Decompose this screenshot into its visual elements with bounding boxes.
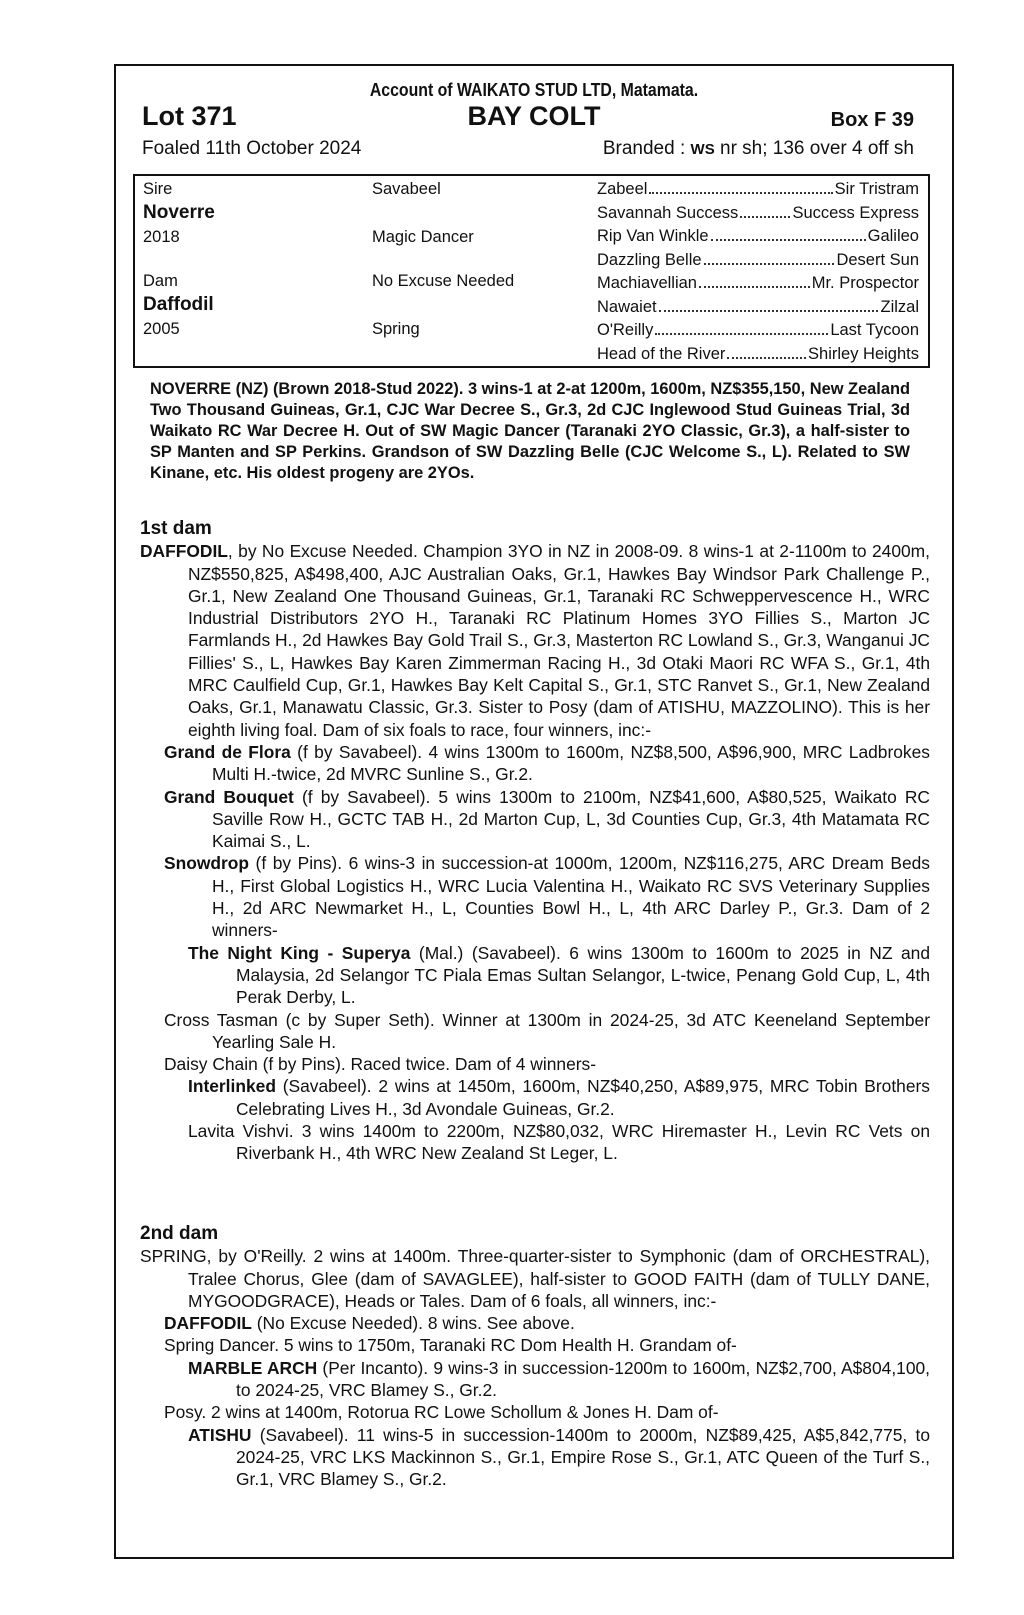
- second-dam-progeny: [140, 1312, 930, 1490]
- ancestor-sire: Shirley Heights: [808, 344, 919, 363]
- progeny-entry: [164, 786, 930, 853]
- progeny-entry: [164, 1401, 930, 1423]
- brand-info: [603, 138, 914, 160]
- ancestor-sire: Last Tycoon: [830, 321, 919, 339]
- progeny-entry: [164, 852, 930, 941]
- progeny-record: (No Excuse Needed). 8 wins. See above.: [251, 1313, 575, 1334]
- dam-sire: No Excuse Needed: [372, 272, 515, 290]
- first-dam-entry: [140, 540, 930, 741]
- progeny-entry: [188, 1357, 930, 1402]
- catalogue-page: [114, 64, 954, 1559]
- leader-dots: [659, 297, 879, 312]
- ancestor-row: [597, 297, 919, 317]
- first-dam-name: DAFFODIL: [140, 541, 228, 562]
- dam-year: 2005: [143, 320, 180, 338]
- pedigree-table: [133, 174, 930, 368]
- brand-description: nr sh; 136 over 4 off sh: [720, 138, 914, 159]
- ancestor-row: [597, 250, 919, 270]
- progeny-entry: [164, 741, 930, 786]
- progeny-name: DAFFODIL: [164, 1313, 252, 1334]
- progeny-entry: [164, 1312, 930, 1334]
- ancestor-row: [597, 179, 919, 199]
- ancestor-sire: Desert Sun: [836, 250, 919, 269]
- ancestor-row: [597, 320, 919, 340]
- leader-dots: [649, 179, 832, 194]
- sire-year: 2018: [143, 228, 180, 246]
- dam-name: Daffodil: [143, 294, 214, 315]
- progeny-record: Daisy Chain (f by Pins). Raced twice. Dam of 4 winners-: [164, 1054, 597, 1075]
- progeny-name: ATISHU: [188, 1424, 252, 1445]
- colour-sex: BAY COLT: [467, 101, 601, 131]
- sire-description: NOVERRE (NZ) (Brown 2018-Stud 2022). 3 wins-1 at 2-at 1200m, 1600m, NZ$355,150, New Zealand Two Thousand Guineas, Gr.1, CJC War Decree S., Gr.3, 2d CJC Inglewood Stud Guineas Trial, 3d Waikato RC War Decree H. Out of SW Magic Dancer (Taranaki 2YO Classic, Gr.3), a half-sister to SP Manten and SP Perkins. Grandson of SW Dazzling Belle (CJC Welcome S., L). Related to SW Kinane, etc. His oldest progeny are 2YOs.: [150, 380, 910, 482]
- dam-label: Dam: [143, 272, 178, 290]
- second-dam-heading: 2nd dam: [140, 1223, 219, 1244]
- progeny-record: (f by Savabeel). 4 wins 1300m to 1600m, NZ$8,500, A$96,900, MRC Ladbrokes Multi H.-twice, 2d MVRC Sunline S., Gr.2.: [212, 741, 930, 785]
- leader-dots: [727, 344, 806, 359]
- ancestor-sire: Mr. Prospector: [811, 274, 919, 292]
- ancestor-name: Nawaiet: [597, 297, 657, 316]
- progeny-entry: [188, 1424, 930, 1491]
- foaling-date: Foaled 11th October 2024: [142, 138, 362, 159]
- progeny-record: (Mal.) (Savabeel). 6 wins 1300m to 1600m to 2025 in NZ and Malaysia, 2d Selangor TC Piala Emas Sultan Selangor, L-twice, Penang Gold Cup, L, 4th Perak Derby, L.: [236, 942, 930, 1008]
- ancestor-name: Zabeel: [597, 180, 648, 198]
- progeny-record: (Per Incanto). 9 wins-3 in succession-1200m to 1600m, NZ$2,700, A$804,100, to 2024-25, VRC Blamey S., Gr.2.: [236, 1357, 930, 1401]
- progeny-entry: [188, 1120, 930, 1165]
- sire-name: Noverre: [143, 202, 215, 223]
- progeny-record: Lavita Vishvi. 3 wins 1400m to 2200m, NZ$80,032, WRC Hiremaster H., Levin RC Vets on Riverbank H., 4th WRC New Zealand St Leger, L.: [188, 1121, 930, 1164]
- progeny-entry: [188, 942, 930, 1009]
- ancestor-name: Machiavellian: [597, 274, 697, 292]
- sire-label: Sire: [143, 180, 173, 198]
- progeny-entry: [164, 1334, 930, 1356]
- vendor-account: Account of WAIKATO STUD LTD, Matamata.: [369, 80, 699, 100]
- ancestor-name: Dazzling Belle: [597, 250, 702, 269]
- ancestor-sire: Success Express: [792, 203, 919, 222]
- sire-sire: Savabeel: [372, 180, 441, 198]
- progeny-record: Posy. 2 wins at 1400m, Rotorua RC Lowe Schollum & Jones H. Dam of-: [164, 1402, 719, 1423]
- first-dam-progeny: [140, 741, 930, 1165]
- ancestor-name: Head of the River: [597, 344, 726, 363]
- progeny-name: Grand de Flora: [164, 741, 291, 762]
- progeny-name: The Night King - Superya: [188, 942, 411, 963]
- box-number: Box F 39: [830, 109, 914, 131]
- progeny-name: Interlinked: [188, 1076, 276, 1097]
- ancestor-row: [597, 203, 919, 223]
- leader-dots: [655, 320, 828, 335]
- progeny-name: Grand Bouquet: [164, 786, 294, 807]
- sire-dam: Magic Dancer: [372, 228, 474, 246]
- ancestor-sire: Galileo: [867, 227, 919, 245]
- ancestor-row: [597, 226, 919, 246]
- progeny-record: (Savabeel). 11 wins-5 in succession-1400m to 2000m, NZ$89,425, A$5,842,775, to 2024-25, VRC LKS Mackinnon S., Gr.1, Empire Rose S., Gr.1, ATC Queen of the Turf S., Gr.1, VRC Blamey S., Gr.2.: [236, 1424, 930, 1490]
- branded-label: Branded :: [602, 138, 686, 159]
- ancestor-name: Rip Van Winkle: [597, 227, 709, 245]
- ancestor-row: [597, 344, 919, 364]
- progeny-record: (Savabeel). 2 wins at 1450m, 1600m, NZ$40,250, A$89,975, MRC Tobin Brothers Celebrating Lives H., 3d Avondale Guineas, Gr.2.: [236, 1076, 930, 1119]
- progeny-record: (f by Savabeel). 5 wins 1300m to 2100m, NZ$41,600, A$80,525, Waikato RC Saville Row H., GCTC TAB H., 2d Marton Cup, L, 3d Counties Cup, Gr.3, 4th Matamata RC Kaimai S., L.: [212, 786, 930, 852]
- ancestor-name: O'Reilly: [597, 321, 654, 339]
- progeny-record: Spring Dancer. 5 wins to 1750m, Taranaki RC Dom Health H. Grandam of-: [164, 1335, 737, 1356]
- first-dam-section: [140, 518, 930, 1165]
- progeny-name: MARBLE ARCH: [188, 1357, 318, 1378]
- progeny-entry: [188, 1075, 930, 1120]
- brand-mark: WS: [690, 141, 715, 158]
- dam-dam: Spring: [372, 320, 420, 338]
- ancestor-sire: Sir Tristram: [834, 180, 919, 198]
- ancestor-sire: Zilzal: [880, 297, 919, 316]
- second-dam-record: SPRING, by O'Reilly. 2 wins at 1400m. Three-quarter-sister to Symphonic (dam of ORCHESTRAL), Tralee Chorus, Glee (dam of SAVAGLEE), half-sister to GOOD FAITH (dam of TULLY DANE, MYGOODGRACE), Heads or Tales. Dam of 6 foals, all winners, inc:-: [140, 1246, 930, 1311]
- leader-dots: [740, 203, 790, 218]
- progeny-record: Cross Tasman (c by Super Seth). Winner at 1300m in 2024-25, 3d ATC Keeneland September Yearling Sale H.: [164, 1009, 930, 1052]
- progeny-entry: [164, 1053, 930, 1075]
- progeny-entry: [164, 1009, 930, 1054]
- leader-dots: [699, 273, 810, 288]
- leader-dots: [711, 226, 866, 241]
- first-dam-heading: 1st dam: [140, 518, 212, 539]
- lot-number: Lot 371: [142, 101, 237, 131]
- leader-dots: [704, 250, 835, 265]
- ancestor-name: Savannah Success: [597, 203, 739, 222]
- first-dam-record: , by No Excuse Needed. Champion 3YO in NZ in 2008-09. 8 wins-1 at 2-1100m to 2400m, NZ$550,825, A$498,400, AJC Australian Oaks, Gr.1, Hawkes Bay Windsor Park Challenge P., Gr.1, New Zealand One Thousand Guineas, Gr.1, Taranaki RC Schweppervescence H., WRC Industrial Distributors 2YO H., Taranaki RC Platinum Homes 3YO Fillies S., Marton JC Farmlands H., 2d Hawkes Bay Gold Trail S., Gr.3, Masterton RC Lowland S., Gr.3, Wanganui JC Fillies' S., L, Hawkes Bay Karen Zimmerman Racing H., 3d Otaki Maori RC WFA S., Gr.1, 4th MRC Caulfield Cup, Gr.1, Hawkes Bay Kelt Capital S., Gr.1, STC Ranvet S., Gr.1, New Zealand Oaks, Gr.1, Manawatu Classic, Gr.3. Sister to Posy (dam of ATISHU, MAZZOLINO). This is her eighth living foal. Dam of six foals to race, four winners, inc:-: [188, 541, 930, 740]
- progeny-record: (f by Pins). 6 wins-3 in succession-at 1000m, 1200m, NZ$116,275, ARC Dream Beds H., First Global Logistics H., WRC Lucia Valentina H., Waikato RC SVS Veterinary Supplies H., 2d ARC Newmarket H., L, Counties Bowl H., L, 4th ARC Darley P., Gr.3. Dam of 2 winners-: [212, 853, 930, 941]
- ancestor-row: [597, 273, 919, 293]
- progeny-name: Snowdrop: [164, 853, 250, 874]
- second-dam-section: [140, 1223, 930, 1491]
